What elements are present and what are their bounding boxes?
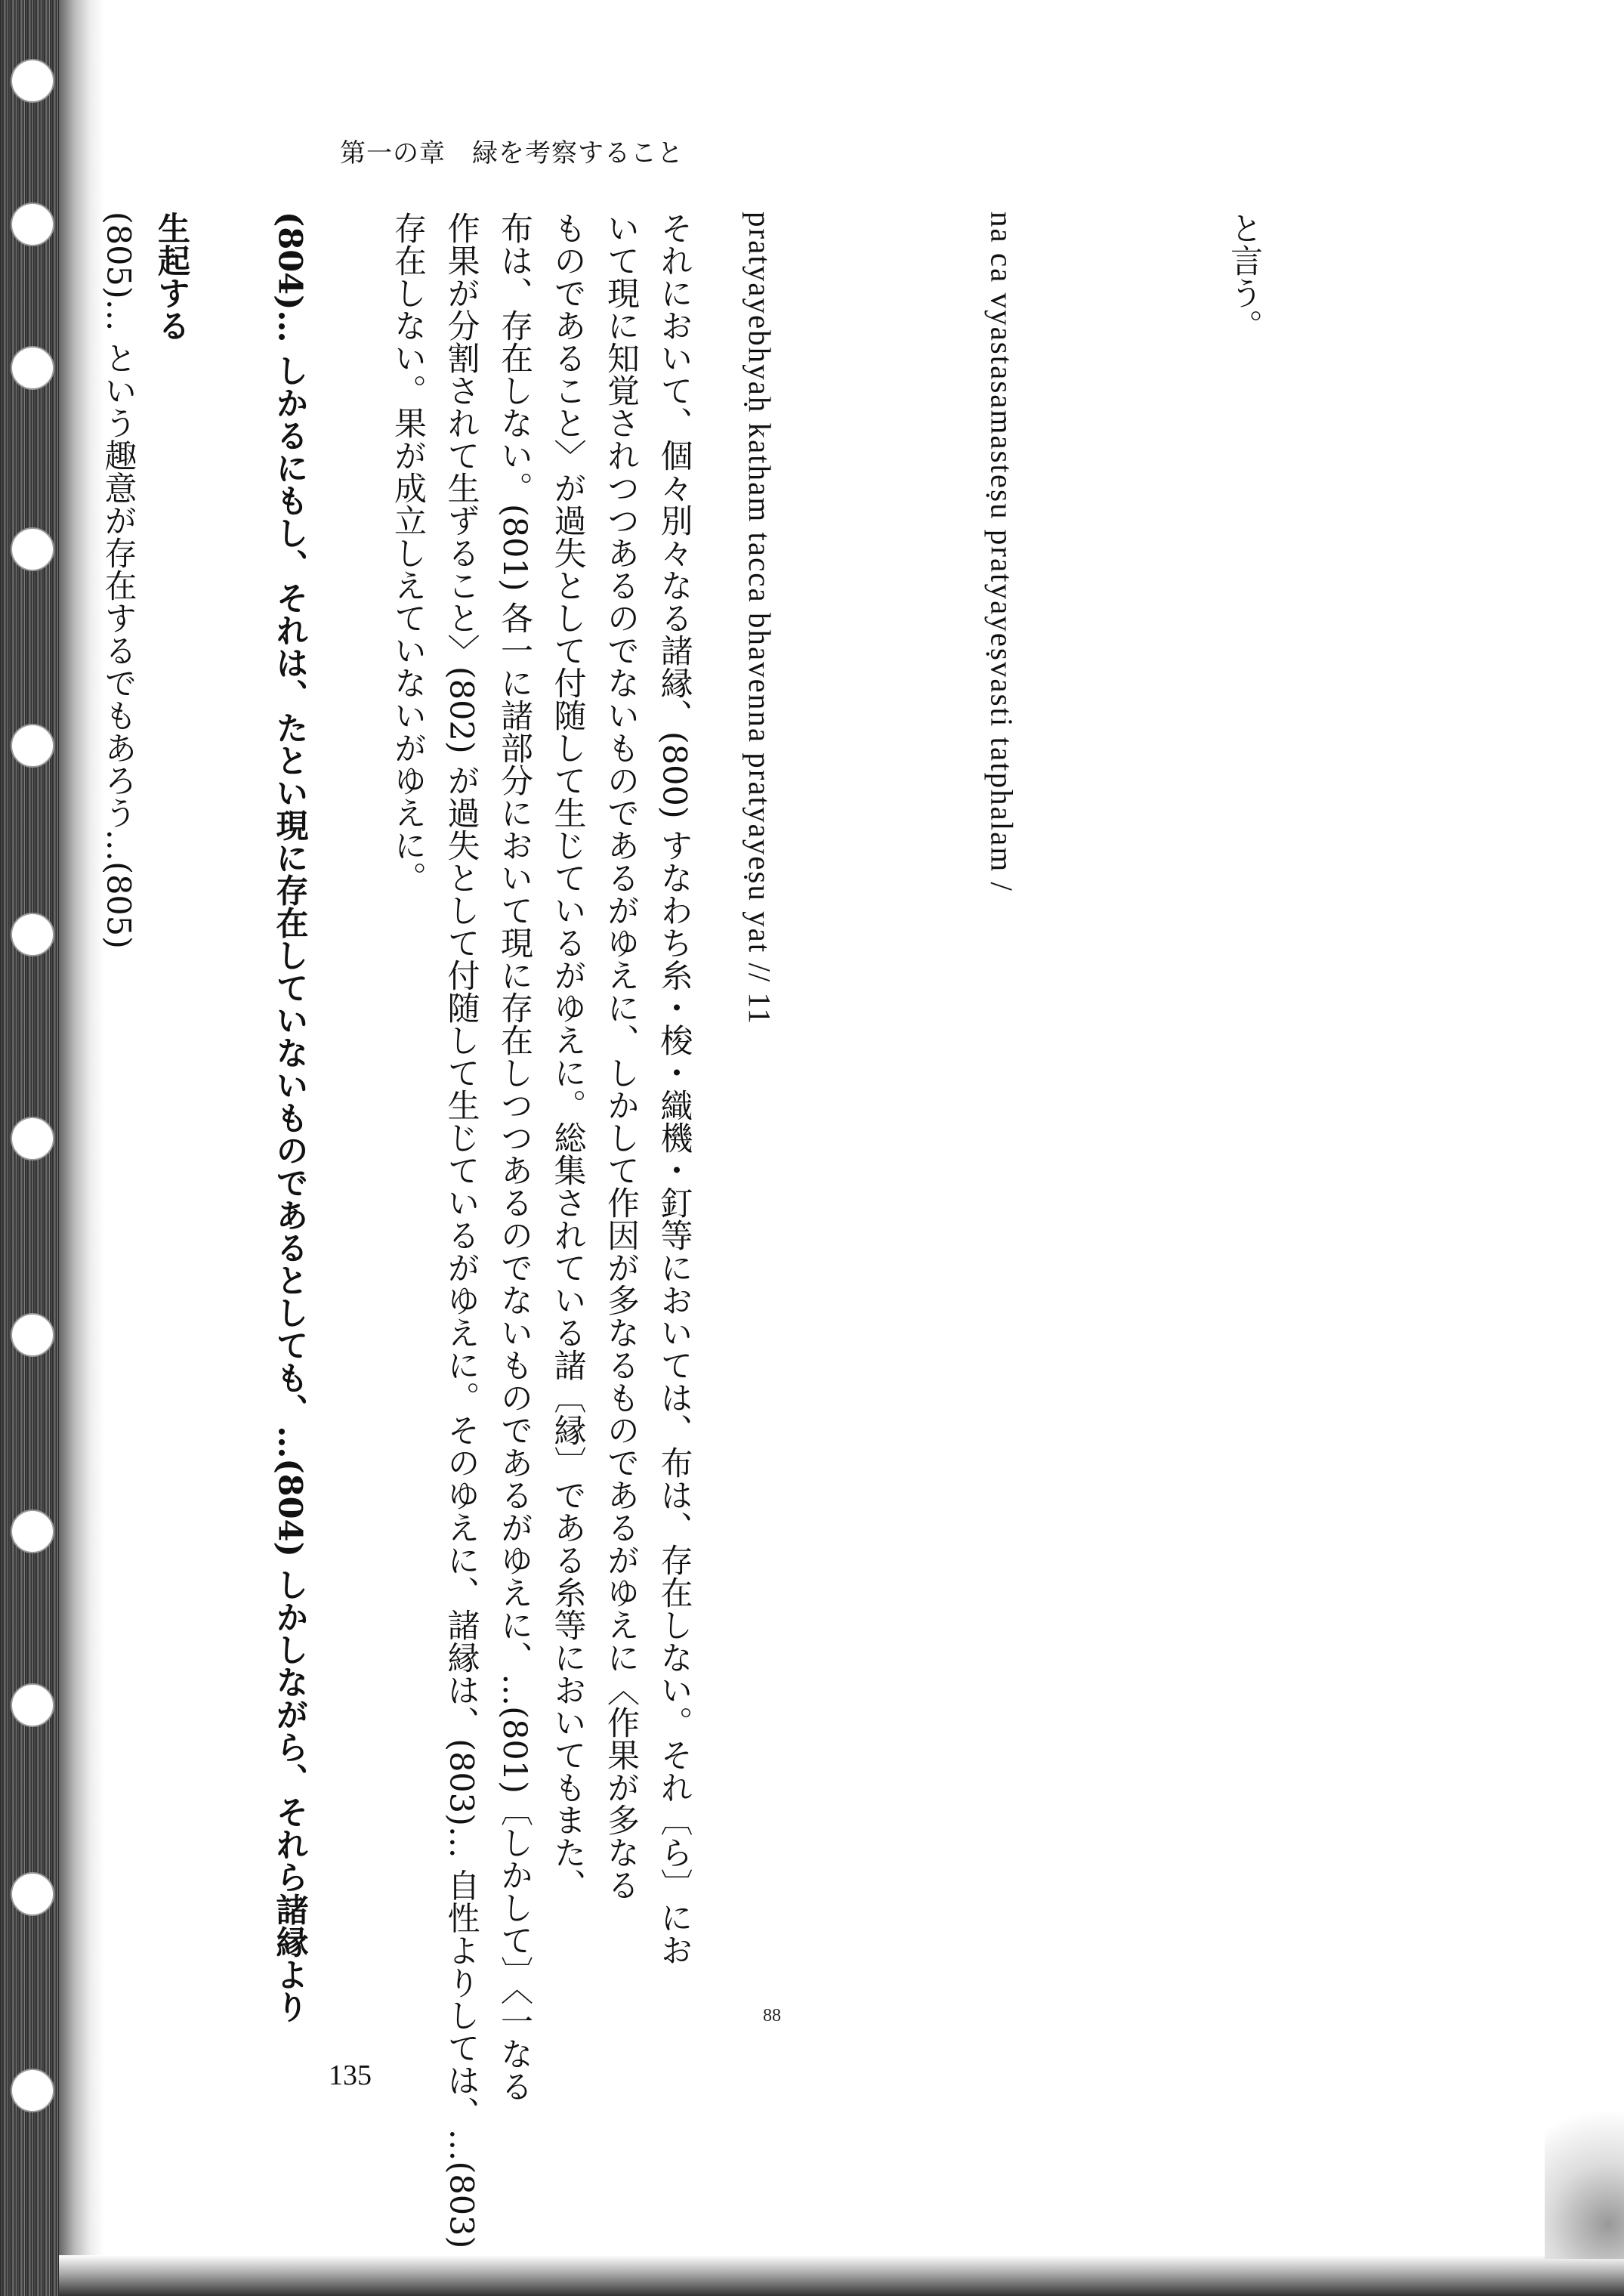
text-line: それにおいて、個々別々なる諸縁、(800) すなわち糸・梭・織機・釘等においては、布は、存在しない。それ〔ら〕にお — [655, 212, 693, 1967]
text-line: 作果が分割されて生ずること〉(802) が過失として付随して生じているがゆえに。そのゆえに、諸縁は、(803)… 自性よりしては、…(803) — [442, 212, 480, 2249]
text-line: 布は、存在しない。(801) 各一に諸部分において現に存在しつつあるのでないものであるがゆえに、…(801)〔しかして〕〈一なる — [496, 212, 533, 2103]
text-line: いて現に知覚されつつあるのでないものであるがゆえに、しかして作因が多なるものであるがゆえに〈作果が多なる — [602, 212, 640, 1901]
text-line: と言う。 — [1225, 212, 1263, 341]
verse-line: pratyayebhyaḥ katham tacca bhavenna pratyayeṣu yat // 11 — [743, 212, 777, 1025]
text-line: ものであること〉が過失として付随して生じているがゆえに。総集されている諸〔縁〕である糸等においてもまた、 — [548, 212, 587, 1901]
running-head: 第一の章 緑を考察すること — [340, 138, 684, 168]
text-line: (804)… しかるにもし、それは、たとい現に存在していないものであるとしても、…(804) しかしながら、それら諸縁より — [270, 212, 309, 2023]
text-line: 生起する — [153, 212, 190, 341]
text-line: (805)… という趣意が存在するでもあろう…(805) — [99, 212, 137, 949]
verse-line: na ca vyastasamasteṣu pratyayeṣvasti tatphalam / — [984, 212, 1020, 892]
text-line — [0, 212, 91, 2040]
page-number: 135 — [329, 2060, 372, 2091]
text-line: 存在しない。果が成立しえていないがゆえに。 — [389, 212, 427, 894]
folio-number: 88 — [763, 2006, 781, 2026]
